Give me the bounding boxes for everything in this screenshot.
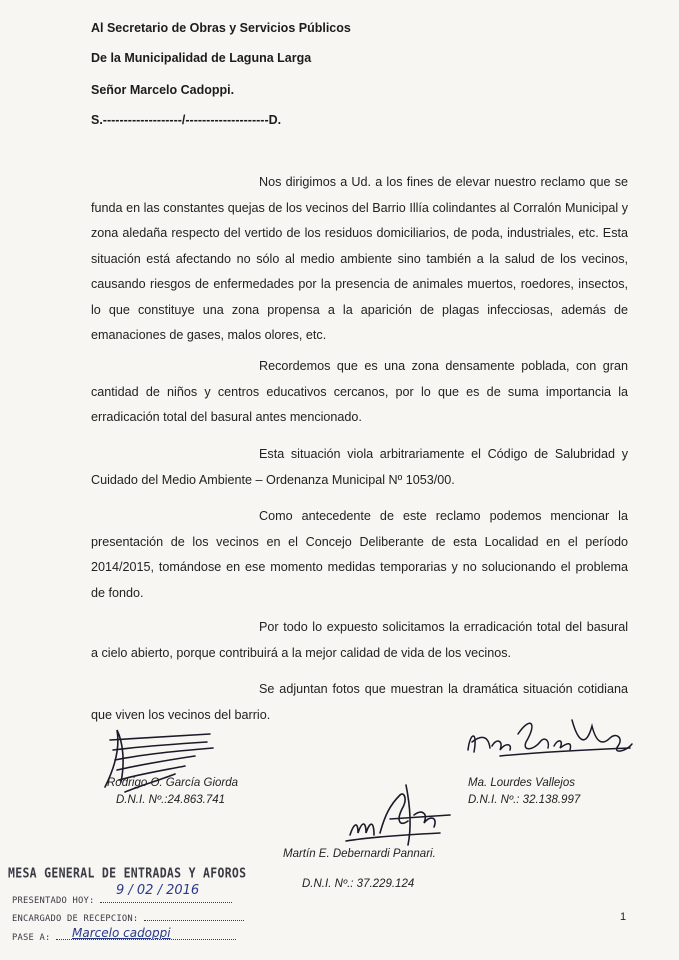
reception-stamp xyxy=(8,862,248,957)
stamp-presented-label: PRESENTADO HOY: xyxy=(12,896,95,906)
paragraph-1: Nos dirigimos a Ud. a los fines de elevar nuestro reclamo que se funda en las constantes quejas de los vecinos del Barrio Illía colindantes al Corralón Municipal y zona aledaña respecto del vertido de los residuos domiciliarios, de poda, industriales, etc. Esta situación está afectando no sólo al medio ambiente sino también a la salud de los vecinos, causando riesgos de enfermedades por la presencia de animales muertos, roedores, insectos, lo que constituye una zona propensa a la aparición de plagas infecciosas, además de emanaciones de gases, malos olores, etc. xyxy=(91,175,628,342)
signatory-1-name: Rodrigo O. García Giorda xyxy=(107,777,239,789)
recipient-line-2: De la Municipalidad de Laguna Larga xyxy=(91,51,312,65)
paragraph-3: Esta situación viola arbitrariamente el Código de Salubridad y Cuidado del Medio Ambiente – Ordenanza Municipal Nº 1053/00. xyxy=(91,447,628,487)
stamp-pass-recipient: Marcelo cadoppi xyxy=(72,926,171,940)
page-number: 1 xyxy=(620,911,627,923)
paragraph-4: Como antecedente de este reclamo podemos mencionar la presentación de los vecinos en el Concejo Deliberante de esta Localidad en el período 2014/2015, tomándose en ese momento medidas temporarias y no solucionando el problema de fondo. xyxy=(91,509,628,600)
salutation-line: S.-------------------/--------------------D. xyxy=(91,113,282,127)
stamp-presented-date: 9 / 02 / 2016 xyxy=(116,883,200,898)
signature-3-image xyxy=(330,775,470,855)
signatory-1-dni: D.N.I. Nº.:24.863.741 xyxy=(116,794,226,806)
recipient-line-1: Al Secretario de Obras y Servicios Públicos xyxy=(91,21,351,35)
stamp-receiver-row xyxy=(12,914,244,924)
signatory-2-name: Ma. Lourdes Vallejos xyxy=(468,777,575,789)
signatory-3-name: Martín E. Debernardi Pannari. xyxy=(283,848,436,860)
paragraph-6: Se adjuntan fotos que muestran la dramática situación cotidiana que viven los vecinos del barrio. xyxy=(91,682,628,722)
signatory-3-dni: D.N.I. Nº.: 37.229.124 xyxy=(302,878,415,890)
signatory-2-dni: D.N.I. Nº.: 32.138.997 xyxy=(468,794,581,806)
signature-2-image xyxy=(460,712,640,772)
paragraph-2: Recordemos que es una zona densamente poblada, con gran cantidad de niños y centros educativos cercanos, por lo que es de suma importancia la erradicación total del basural antes mencionado. xyxy=(91,359,628,424)
stamp-pass-label: PASE A: xyxy=(12,933,51,943)
recipient-line-3: Señor Marcelo Cadoppi. xyxy=(91,83,235,97)
stamp-title: MESA GENERAL DE ENTRADAS Y AFOROS xyxy=(8,864,247,882)
paragraph-5: Por todo lo expuesto solicitamos la erradicación total del basural a cielo abierto, porque contribuirá a la mejor calidad de vida de los vecinos. xyxy=(91,620,628,660)
stamp-receiver-label: ENCARGADO DE RECEPCION: xyxy=(12,914,139,924)
